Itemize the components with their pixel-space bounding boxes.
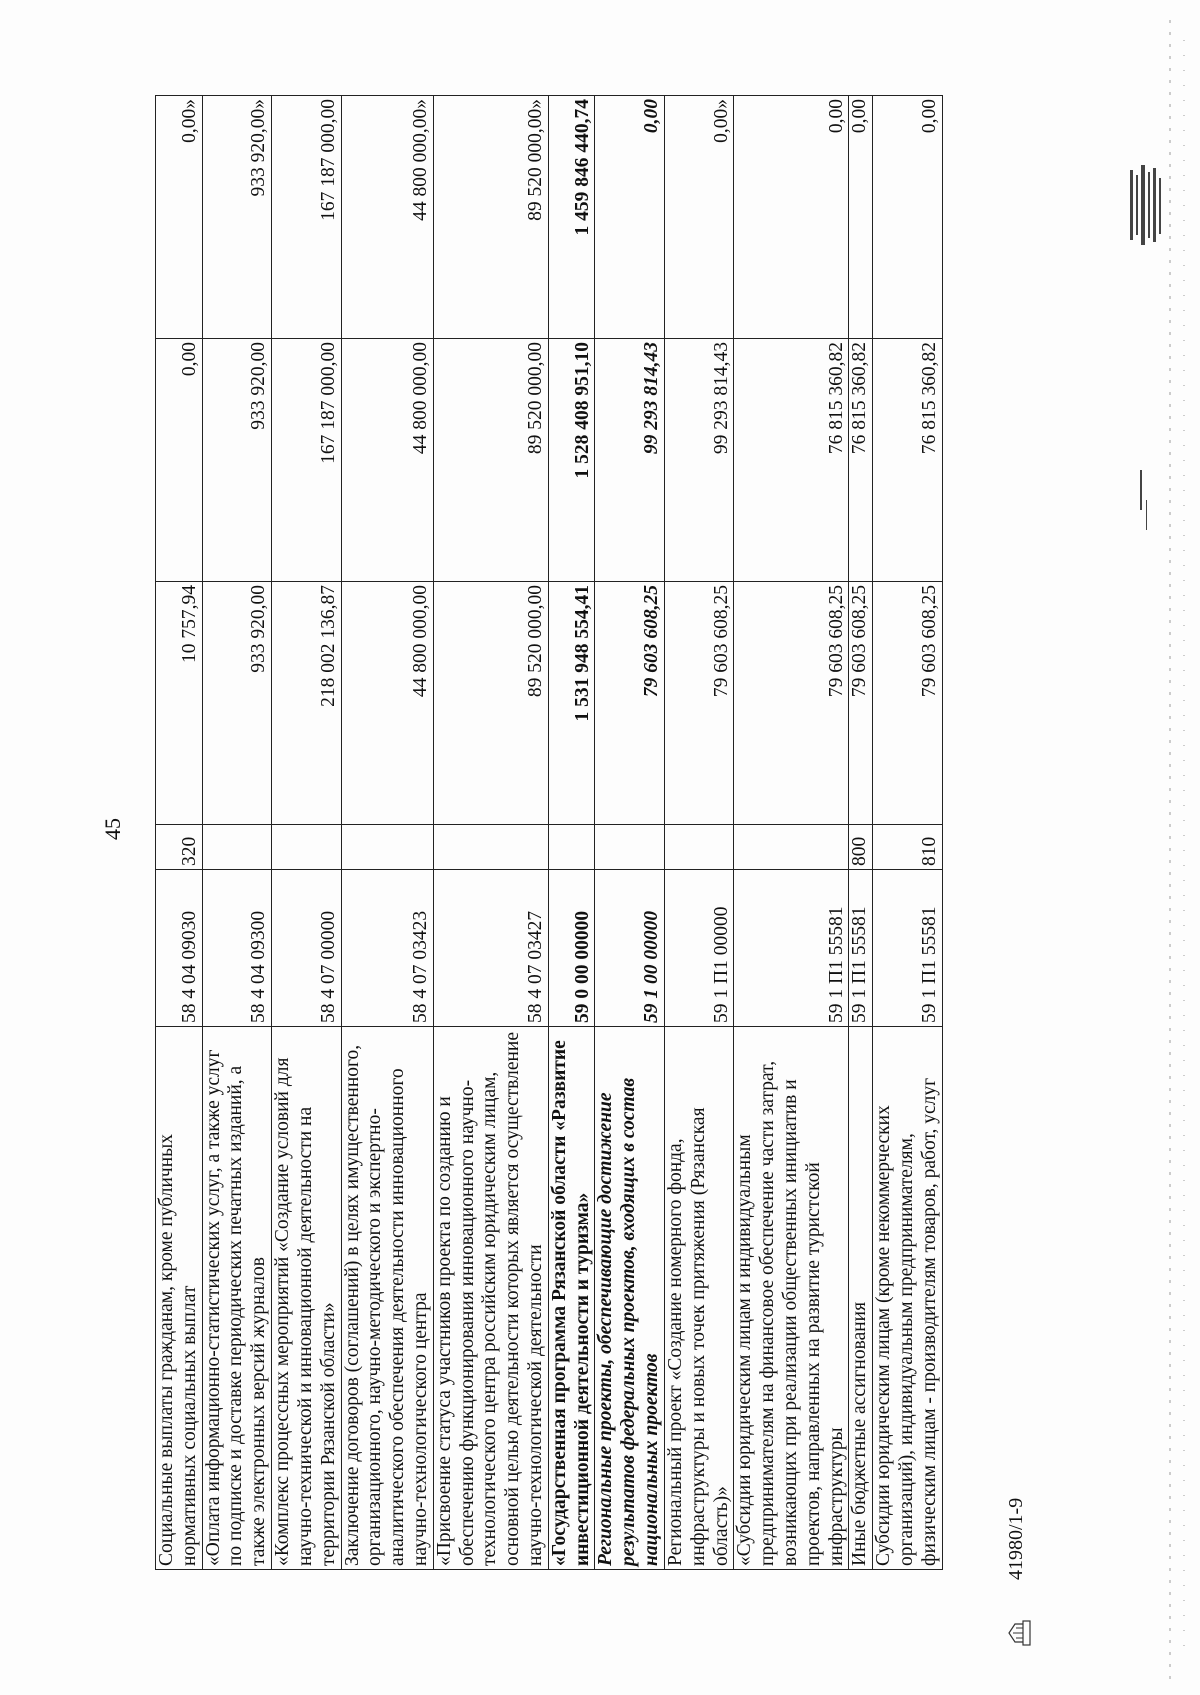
table-row [664,96,733,1570]
page-number: 45 [100,818,125,840]
document-code: 41980/1-9 [1005,1497,1027,1580]
row-code-cell: 58 4 04 09030 [156,870,203,1027]
row-name-cell: «Субсидии юридическим лицам и индивидуальным предпринимателям на финансовое обеспечение части затрат, возникающих при реализации общественных инициатив и проектов, направленных на развитие туристской инфраструктуры [734,1027,849,1570]
row-amount-2024-cell: 79 603 608,25 [734,582,849,825]
row-amount-2026-cell: 933 920,00» [202,96,271,339]
row-amount-2026-cell: 89 520 000,00» [433,96,548,339]
table-row [433,96,548,1570]
row-name-cell: Социальные выплаты гражданам, кроме публичных нормативных социальных выплат [156,1027,203,1570]
table-row [272,96,341,1570]
row-code-cell: 59 1 00 00000 [595,870,664,1027]
table-row [595,96,664,1570]
row-amount-2025-cell: 89 520 000,00 [433,339,548,582]
row-name-cell: Субсидии юридическим лицам (кроме некоммерческих организаций), индивидуальным предпринимателям, физическим лицам - производителям товаров, работ, услуг [873,1027,942,1570]
row-code-cell: 58 4 04 09300 [202,870,271,1027]
row-code-cell: 59 1 П1 00000 [664,870,733,1027]
table-row [734,96,849,1570]
row-name-cell: Иные бюджетные ассигнования [849,1027,873,1570]
table-row [156,96,203,1570]
row-amount-2025-cell: 76 815 360,82 [873,339,942,582]
row-amount-2024-cell: 79 603 608,25 [595,582,664,825]
row-amount-2025-cell: 99 293 814,43 [664,339,733,582]
row-amount-2025-cell: 99 293 814,43 [595,339,664,582]
row-code-cell: 58 4 07 03427 [433,870,548,1027]
row-name-cell: «Оплата информационно-статистических услуг, а также услуг по подписке и доставке периодических печатных изданий, а также электронных версий журналов [202,1027,271,1570]
rotated-page-content [60,99,1140,1610]
row-expense-type-cell [548,825,595,870]
row-expense-type-cell [595,825,664,870]
row-amount-2024-cell: 10 757,94 [156,582,203,825]
row-amount-2026-cell: 0,00 [595,96,664,339]
row-expense-type-cell: 800 [849,825,873,870]
row-name-cell: Региональные проекты, обеспечивающие достижение результатов федеральных проектов, входящих в состав национальных проектов [595,1027,664,1570]
table-row [849,96,873,1570]
row-expense-type-cell: 320 [156,825,203,870]
row-expense-type-cell [433,825,548,870]
row-code-cell: 59 0 00 00000 [548,870,595,1027]
table-row [873,96,942,1570]
row-expense-type-cell [272,825,341,870]
row-amount-2024-cell: 44 800 000,00 [341,582,433,825]
row-amount-2026-cell: 0,00 [734,96,849,339]
budget-table [155,95,943,1570]
row-amount-2024-cell: 218 002 136,87 [272,582,341,825]
row-amount-2025-cell: 76 815 360,82 [849,339,873,582]
row-amount-2026-cell: 0,00 [873,96,942,339]
row-amount-2025-cell: 76 815 360,82 [734,339,849,582]
row-code-cell: 58 4 07 03423 [341,870,433,1027]
row-expense-type-cell [341,825,433,870]
scan-margin-noise [1110,0,1200,1695]
row-name-cell: «Государственная программа Рязанской области «Развитие инвестиционной деятельности и туризма» [548,1027,595,1570]
row-amount-2024-cell: 1 531 948 554,41 [548,582,595,825]
row-amount-2026-cell: 44 800 000,00» [341,96,433,339]
row-amount-2026-cell: 0,00» [156,96,203,339]
row-name-cell: «Комплекс процессных мероприятий «Создание условий для научно-технической и инновационной деятельности на территории Рязанской области» [272,1027,341,1570]
row-amount-2026-cell: 167 187 000,00 [272,96,341,339]
row-code-cell: 58 4 07 00000 [272,870,341,1027]
row-name-cell: Заключение договоров (соглашений) в целях имущественного, организационного, научно-методического и экспертно-аналитического обеспечения деятельности инновационного научно-технологического центра [341,1027,433,1570]
row-name-cell: «Присвоение статуса участников проекта по созданию и обеспечению функционирования инновационного научно-технологического центра российским юридическим лицам, основной целью деятельности которых является осуществление научно-технологической деятельности [433,1027,548,1570]
row-expense-type-cell [664,825,733,870]
row-expense-type-cell [202,825,271,870]
row-amount-2026-cell: 0,00 [849,96,873,339]
row-amount-2025-cell: 1 528 408 951,10 [548,339,595,582]
row-amount-2026-cell: 0,00» [664,96,733,339]
row-amount-2025-cell: 44 800 000,00 [341,339,433,582]
row-amount-2024-cell: 79 603 608,25 [664,582,733,825]
row-code-cell: 59 1 П1 55581 [849,870,873,1027]
emblem-icon [1005,1618,1033,1648]
table-row [341,96,433,1570]
row-amount-2024-cell: 933 920,00 [202,582,271,825]
table-row [202,96,271,1570]
row-name-cell: Региональный проект «Создание номерного фонда, инфраструктуры и новых точек притяжения (Рязанская область)» [664,1027,733,1570]
row-amount-2024-cell: 79 603 608,25 [873,582,942,825]
row-expense-type-cell [734,825,849,870]
row-amount-2024-cell: 79 603 608,25 [849,582,873,825]
row-amount-2024-cell: 89 520 000,00 [433,582,548,825]
row-amount-2025-cell: 167 187 000,00 [272,339,341,582]
row-code-cell: 59 1 П1 55581 [873,870,942,1027]
row-code-cell: 59 1 П1 55581 [734,870,849,1027]
row-amount-2026-cell: 1 459 846 440,74 [548,96,595,339]
row-expense-type-cell: 810 [873,825,942,870]
table-row [548,96,595,1570]
row-amount-2025-cell: 933 920,00 [202,339,271,582]
row-amount-2025-cell: 0,00 [156,339,203,582]
